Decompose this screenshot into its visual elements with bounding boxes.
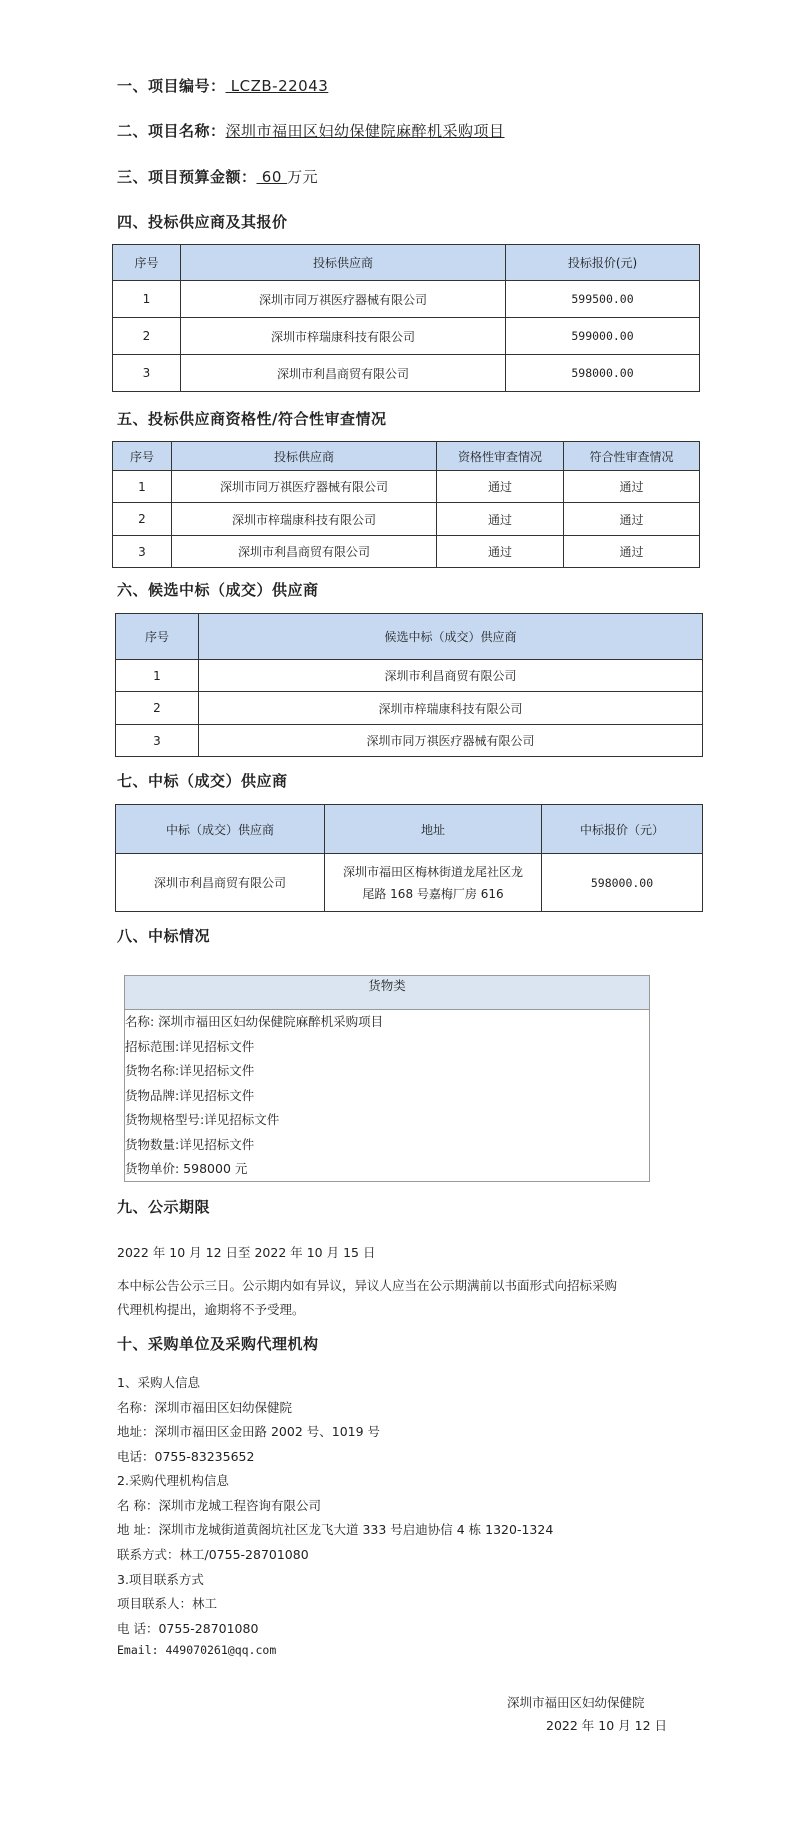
row-index: 1 (113, 471, 172, 503)
section4-heading: 四、投标供应商及其报价 (117, 213, 288, 231)
goods-line: 货物名称:详见招标文件 (125, 1063, 255, 1078)
goods-line: 货物数量:详见招标文件 (125, 1136, 255, 1152)
table-row (113, 503, 700, 536)
row-index: 1 (113, 281, 181, 318)
column-header: 序号 (113, 245, 181, 281)
table-row (116, 854, 703, 912)
qualification-result: 通过 (437, 536, 564, 568)
address-line: 尾路 168 号嘉梅厂房 616 (362, 886, 504, 901)
publicity-period: 2022 年 10 月 12 日至 2022 年 10 月 15 日 (117, 1245, 376, 1260)
contact-line: 项目联系人：林工 (117, 1596, 218, 1611)
table-header-row (113, 245, 700, 281)
supplier-name: 深圳市利昌商贸有限公司 (181, 355, 506, 392)
table-header-row (116, 805, 703, 854)
table-row (116, 660, 703, 692)
column-header: 投标供应商 (172, 442, 437, 471)
signature-org: 深圳市福田区妇幼保健院 (507, 1695, 645, 1710)
winner-price: 598000.00 (542, 854, 703, 912)
supplier-name: 深圳市同万祺医疗器械有限公司 (199, 725, 703, 757)
project-name-label: 二、项目名称： (117, 122, 226, 140)
bid-price: 599000.00 (506, 318, 700, 355)
bid-price: 599500.00 (506, 281, 700, 318)
contact-line: 电 话：0755-28701080 (117, 1621, 259, 1636)
project-name-row (117, 120, 505, 141)
column-header: 符合性审查情况 (564, 442, 700, 471)
qualification-table (112, 441, 700, 568)
project-number-row (117, 75, 328, 96)
project-number-label: 一、项目编号： (117, 77, 226, 95)
compliance-result: 通过 (564, 536, 700, 568)
section6-heading: 六、候选中标（成交）供应商 (117, 581, 319, 599)
bid-price: 598000.00 (506, 355, 700, 392)
row-index: 2 (113, 503, 172, 536)
section10-heading: 十、采购单位及采购代理机构 (117, 1335, 319, 1353)
section9-heading: 九、公示期限 (117, 1198, 211, 1216)
supplier-name: 深圳市同万祺医疗器械有限公司 (181, 281, 506, 318)
supplier-name: 深圳市梓瑞康科技有限公司 (172, 503, 437, 536)
row-index: 2 (116, 692, 199, 725)
column-header: 投标供应商 (181, 245, 506, 281)
signature-date: 2022 年 10 月 12 日 (546, 1718, 667, 1733)
table-row (113, 281, 700, 318)
table-row (113, 471, 700, 503)
project-number-value: LCZB-22043 (225, 77, 329, 95)
row-index: 2 (113, 318, 181, 355)
section7-heading: 七、中标（成交）供应商 (117, 772, 288, 790)
column-header: 序号 (113, 442, 172, 471)
notice-text-line: 代理机构提出，逾期将不予受理。 (117, 1302, 305, 1317)
table-row (113, 536, 700, 568)
contact-line: 地 址：深圳市龙城街道黄阁坑社区龙飞大道 333 号启迪协信 4 栋 1320-1324 (117, 1522, 554, 1537)
contact-line: 2.采购代理机构信息 (117, 1473, 229, 1488)
goods-line: 货物品牌:详见招标文件 (125, 1087, 255, 1103)
project-name-value: 深圳市福田区妇幼保健院麻醉机采购项目 (225, 122, 505, 140)
budget-unit: 万元 (287, 168, 319, 186)
goods-line: 名称: 深圳市福田区妇幼保健院麻醉机采购项目 (125, 1014, 384, 1029)
section8-heading: 八、中标情况 (117, 927, 211, 945)
goods-info-box (124, 975, 650, 1182)
supplier-name: 深圳市利昌商贸有限公司 (199, 660, 703, 692)
compliance-result: 通过 (564, 503, 700, 536)
table-row (116, 692, 703, 725)
contact-email: Email: 449070261@qq.com (117, 1643, 277, 1657)
winner-address (325, 854, 542, 912)
column-header: 资格性审查情况 (437, 442, 564, 471)
goods-line: 货物规格型号:详见招标文件 (125, 1112, 280, 1127)
winner-table (115, 804, 703, 912)
contact-line: 1、采购人信息 (117, 1375, 200, 1390)
contact-line: 3.项目联系方式 (117, 1572, 204, 1587)
candidate-table (115, 613, 703, 757)
budget-value: 60 (256, 168, 288, 186)
table-header-row (116, 614, 703, 660)
table-row (113, 355, 700, 392)
goods-box-title: 货物类 (125, 976, 649, 1010)
contact-line: 地址：深圳市福田区金田路 2002 号、1019 号 (117, 1424, 381, 1439)
supplier-name: 深圳市同万祺医疗器械有限公司 (172, 471, 437, 503)
column-header: 候选中标（成交）供应商 (199, 614, 703, 660)
column-header: 中标报价（元） (542, 805, 703, 854)
goods-line: 招标范围:详见招标文件 (125, 1038, 255, 1054)
bid-price-table (112, 244, 700, 392)
supplier-name: 深圳市利昌商贸有限公司 (172, 536, 437, 568)
contact-line: 电话：0755-83235652 (117, 1449, 255, 1464)
column-header: 投标报价(元) (506, 245, 700, 281)
contact-line: 名称：深圳市福田区妇幼保健院 (117, 1400, 293, 1415)
qualification-result: 通过 (437, 471, 564, 503)
table-header-row (113, 442, 700, 471)
contact-line: 联系方式：林工/0755-28701080 (117, 1547, 309, 1562)
table-row (113, 318, 700, 355)
address-line: 深圳市福田区梅林街道龙尾社区龙 (342, 864, 523, 879)
notice-text-line: 本中标公告公示三日。公示期内如有异议，异议人应当在公示期满前以书面形式向招标采购 (117, 1278, 618, 1293)
winner-supplier: 深圳市利昌商贸有限公司 (116, 854, 325, 912)
compliance-result: 通过 (564, 471, 700, 503)
goods-line: 货物单价: 598000 元 (125, 1161, 248, 1176)
budget-row (117, 166, 318, 187)
section5-heading: 五、投标供应商资格性/符合性审查情况 (117, 410, 387, 428)
column-header: 地址 (325, 805, 542, 854)
row-index: 3 (113, 355, 181, 392)
column-header: 序号 (116, 614, 199, 660)
table-row (116, 725, 703, 757)
contact-line: 名 称：深圳市龙城工程咨询有限公司 (117, 1498, 321, 1513)
row-index: 3 (116, 725, 199, 757)
supplier-name: 深圳市梓瑞康科技有限公司 (181, 318, 506, 355)
qualification-result: 通过 (437, 503, 564, 536)
column-header: 中标（成交）供应商 (116, 805, 325, 854)
row-index: 1 (116, 660, 199, 692)
supplier-name: 深圳市梓瑞康科技有限公司 (199, 692, 703, 725)
row-index: 3 (113, 536, 172, 568)
budget-label: 三、项目预算金额： (117, 168, 257, 186)
